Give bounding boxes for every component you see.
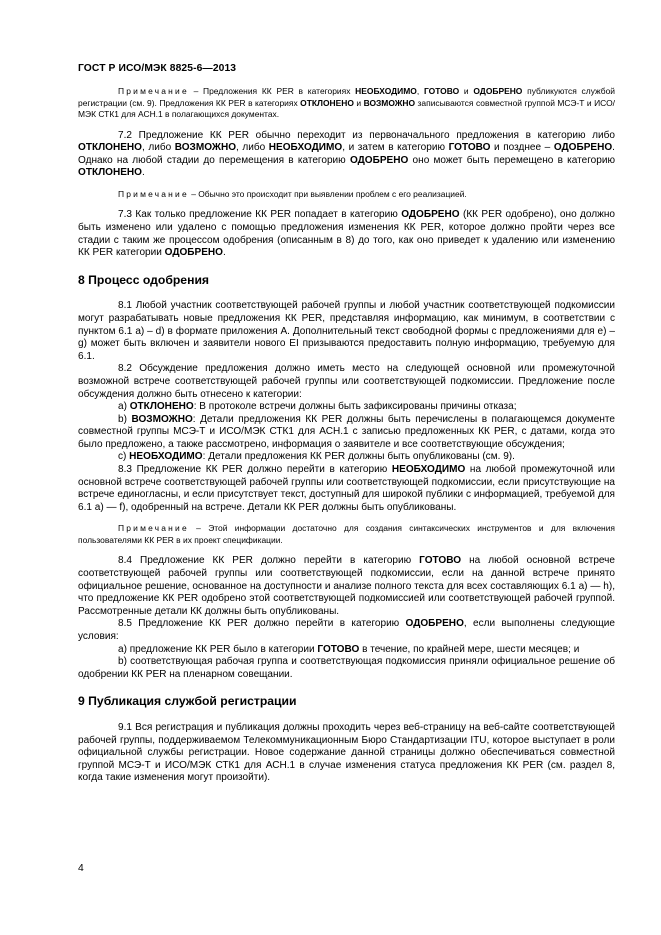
paragraph-8-2: 8.2 Обсуждение предложения должно иметь место на следующей основной или промежуточной возможной встрече соответствующей рабочей группы или соответствующей подкомиссии. Предложение после обсуждения должно быть отнесено к категории: xyxy=(78,363,615,400)
paragraph-8-1: 8.1 Любой участник соответствующей рабочей группы и любой участник соответствующей подкомиссии могут разрабатывать новые предложения КК PER, представляя информацию, как минимум, в соответствии с пунктом 6.1 а) – d) в формате приложения А. Дополнительный текст свободной формы с предложениями для е) – g) может быть включен и заявители нового EI призываются предоставить полную информацию, требуемую для 6.1. xyxy=(78,300,615,362)
document-body xyxy=(78,86,615,785)
paragraph-8-2-b: b) ВОЗМОЖНО: Детали предложения КК PER должны быть перечислены в полагающемся документе совместной группы МСЭ-Т и ИСО/МЭК СТК1 для АСН.1 с записью предложенных КК PER, с датами, когда это было предложено, а также рассмотрено, информация о заявителе и все соответствующие обсуждения; xyxy=(78,413,615,450)
note-3: Примечание – Этой информации достаточно для создания синтаксических инструментов и для включения пользователями КК PER в их проект спецификации. xyxy=(78,523,615,545)
paragraph-7-2: 7.2 Предложение КК PER обычно переходит из первоначального предложения в категорию либо ОТКЛОНЕНО, либо ВОЗМОЖНО, либо НЕОБХОДИМО, и затем в категорию ГОТОВО и позднее – ОДОБРЕНО. Однако на любой стадии до перемещения в категорию ОДОБРЕНО оно может быть перемещено в категорию ОТКЛОНЕНО. xyxy=(78,129,615,179)
paragraph-8-3: 8.3 Предложение КК PER должно перейти в категорию НЕОБХОДИМО на любой промежуточной или основной встрече соответствующей рабочей группы или соответствующей подкомиссии, если присутствующие на встрече единогласны, и если присутствует текст, доступный для широкой публики с информацией, требуемой для 6.1 а) — f), одобренный на встрече. Детали КК PER должны быть опубликованы. xyxy=(78,464,615,513)
section-9-heading: 9 Публикация службой регистрации xyxy=(78,694,297,709)
paragraph-7-3: 7.3 Как только предложение КК PER попадает в категорию ОДОБРЕНО (КК PER одобрено), оно должно быть изменено или удалено с помощью предложения изменения КК PER, которое должно пройти через все стадии с таким же процессом одобрения (описанным в 8) до того, как оно приведет к удалению или изменению КК PER категории ОДОБРЕНО. xyxy=(78,209,616,259)
paragraph-9-1: 9.1 Вся регистрация и публикация должны проходить через веб-страницу на веб-сайте соответствующей рабочей группы, поддерживаемом Телекоммуникационным Бюро Стандартизации ITU, которое выступает в роли официальной службы регистрации. Новое содержание данной страницы должно обеспечиваться совместной группой МСЭ-Т и ИСО/МЭК СТК1 для АСН.1 в случае изменения статуса предложения КК PER (см. раздел 8, когда такие изменения могут произойти). xyxy=(78,721,615,784)
paragraph-8-5: 8.5 Предложение КК PER должно перейти в категорию ОДОБРЕНО, если выполнены следующие условия: xyxy=(78,618,615,642)
note-label: Примечание xyxy=(118,86,189,96)
paragraph-8-5-a: а) предложение КК PER было в категории ГОТОВО в течение, по крайней мере, шести месяцев; и xyxy=(118,643,580,655)
page-number: 4 xyxy=(78,863,84,874)
section-8-heading: 8 Процесс одобрения xyxy=(78,272,210,287)
note-2: Примечание – Обычно это происходит при выявлении проблем с его реализацией. xyxy=(118,188,467,199)
paragraph-8-5-b: b) соответствующая рабочая группа и соответствующая подкомиссия приняли официальное решение об одобрении КК PER на пленарном совещании. xyxy=(78,656,615,680)
paragraph-8-4: 8.4 Предложение КК PER должно перейти в категорию ГОТОВО на любой основной встрече соответствующей рабочей группы или соответствующей подкомиссии, если на данной встрече принято официальное решение, основанное на доступности и анализе полного текста для всех составляющих 6.1 а) — h), что предложение КК PER одобрено этой соответствующей подкомиссией или соответствующей рабочей группой. Рассмотренные детали КК должны быть опубликованы. xyxy=(78,555,615,617)
document-header: ГОСТ Р ИСО/МЭК 8825-6—2013 xyxy=(78,63,237,74)
paragraph-8-2-c: с) НЕОБХОДИМО: Детали предложения КК PER должны быть опубликованы (см. 9). xyxy=(118,451,515,463)
note-1: Примечание – Предложения КК PER в категориях НЕОБХОДИМО, ГОТОВО и ОДОБРЕНО публикуются службой регистрации (см. 9). Предложения КК PER в категориях ОТКЛОНЕНО и ВОЗМОЖНО записываются совместной группой МСЭ-Т и ИСО/МЭК СТК1 для АСН.1 в полагающихся документах. xyxy=(78,86,616,119)
paragraph-8-2-a: а) ОТКЛОНЕНО: В протоколе встречи должны быть зафиксированы причины отказа; xyxy=(118,401,517,413)
